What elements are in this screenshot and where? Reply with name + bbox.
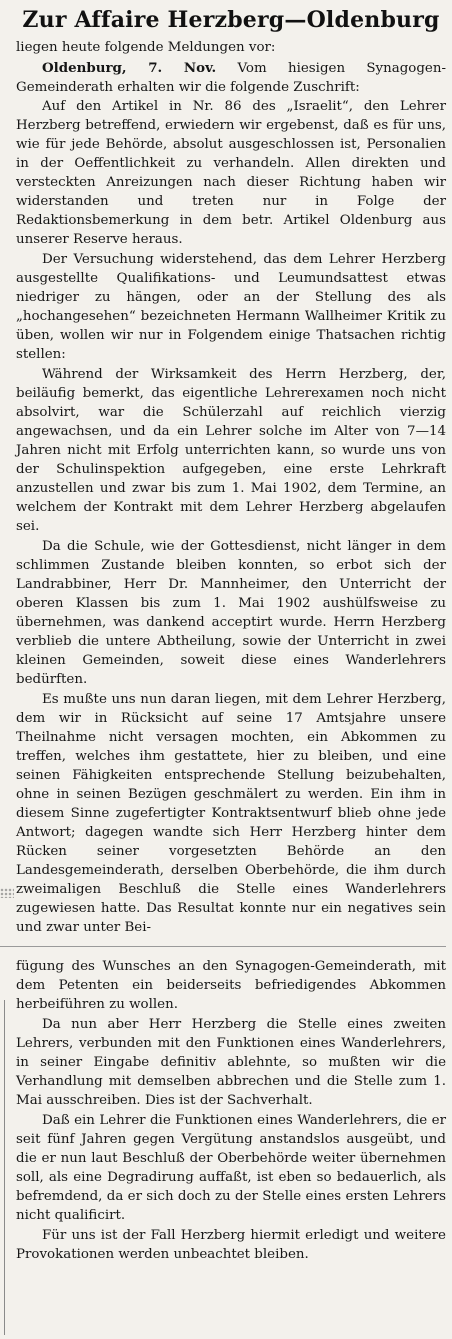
paragraph-5: Da die Schule, wie der Gottesdienst, nicht länger in dem schlimmen Zustande bleiben konnten, so erbot sich der Landrabbiner, Herr Dr. Mannheimer, den Unterricht der oberen Klassen bis zum 1. Mai 1902 aushülfsweise zu übernehmen, was dankend acceptirt wurde. Herrn Herzberg verblieb die untere Abtheilung, sowie der Unterricht in zwei kleinen Gemeinden, soweit diese eines Wanderlehrers bedürften. (16, 539, 446, 687)
paragraph-6: Es mußte uns nun daran liegen, mit dem Lehrer Herzberg, dem wir in Rücksicht auf seine 17 Amtsjahre unsere Theilnahme nicht versagen mochten, ein Abkommen zu treffen, welches ihm gestattete, hier zu bleiben, und eine seinen Fähigkeiten entsprechende Stellung beizubehalten, ohne in seinen Bezügen geschmälert zu werden. Ein ihm in diesem Sinne zugefertigter Kontraktsentwurf blieb ohne jede Antwort; dagegen wandte sich Herr Herzberg hinter dem Rücken seiner vorgesetzten Behörde an den Landesgemeinderath, derselben Oberbehörde, die ihm durch zweimaligen Beschluß die Stelle eines Wanderlehrers zugewiesen hatte. Das Resultat konnte nur ein negatives sein und zwar unter Bei- (16, 692, 446, 935)
paragraph-4: Während der Wirksamkeit des Herrn Herzberg, der, beiläufig bemerkt, das eigentliche Lehrerexamen noch nicht absolvirt, war die Schülerzahl auf reichlich vierzig angewachsen, und da ein Lehrer solche im Alter von 7—14 Jahren nicht mit Erfolg unterrichten kann, so wurde uns von der Schulinspektion aufgegeben, eine erste Lehrkraft anzustellen und zwar bis zum 1. Mai 1902, dem Termine, an welchem der Kontrakt mit dem Lehrer Herzberg abgelaufen sei. (16, 367, 446, 534)
paragraph-2: Auf den Artikel in Nr. 86 des „Israelit“, den Lehrer Herzberg betreffend, erwiedern wir ergebenst, daß es für uns, wie für jede Behörde, absolut ausgeschlossen ist, Personalien in der Oeffentlichkeit zu verhandeln. Allen direkten und versteckten Anreizungen nach dieser Richtung haben wir widerstanden und treten nur in Folge der Redaktionsbemerkung in dem betr. Artikel Oldenburg aus unserer Reserve heraus. (16, 99, 446, 247)
paragraph-1-text: Vom hiesigen Synagogen-Gemeinderath erhalten wir die folgende Zuschrift: (16, 61, 446, 95)
paragraph-9: Für uns ist der Fall Herzberg hiermit erledigt und weitere Provokationen werden unbeachtet bleiben. (16, 1228, 446, 1262)
dateline: Oldenburg, 7. Nov. (42, 60, 217, 76)
column-break-divider (0, 939, 446, 955)
paragraph-8: Daß ein Lehrer die Funktionen eines Wanderlehrers, die er seit fünf Jahren gegen Vergütung anstandslos ausgeübt, und die er nun laut Beschluß der Oberbehörde weiter übernehmen soll, als eine Degradirung auffaßt, ist eben so bedauerlich, als befremdend, da er sich doch zu der Stelle eines ersten Lehrers nicht qualificirt. (16, 1113, 446, 1223)
paragraph-dateline (16, 59, 446, 97)
ink-speckle (0, 888, 14, 898)
article-intro: liegen heute folgende Meldungen vor: (16, 40, 276, 55)
margin-rule (4, 1000, 5, 1335)
divider-rule (0, 946, 446, 947)
article-headline: Zur Affaire Herzberg—Oldenburg (22, 7, 440, 33)
paragraph-7: Da nun aber Herr Herzberg die Stelle eines zweiten Lehrers, verbunden mit den Funktionen eines Wanderlehrers, in seiner Eingabe definitiv ablehnte, so mußten wir die Verhandlung mit demselben abbrechen und die Stelle zum 1. Mai ausschreiben. Dies ist der Sachverhalt. (16, 1017, 446, 1108)
paragraph-3: Der Versuchung widerstehend, das dem Lehrer Herzberg ausgestellte Qualifikations- und Leumundsattest etwas niedriger zu hängen, oder an der Stellung des als „hochangesehen“ bezeichneten Hermann Wallheimer Kritik zu üben, wollen wir nur in Folgendem einige Thatsachen richtig stellen: (16, 252, 446, 362)
paragraph-6-continued: fügung des Wunsches an den Synagogen-Gemeinderath, mit dem Petenten ein beiderseits befriedigendes Abkommen herbeiführen zu wollen. (16, 959, 446, 1012)
